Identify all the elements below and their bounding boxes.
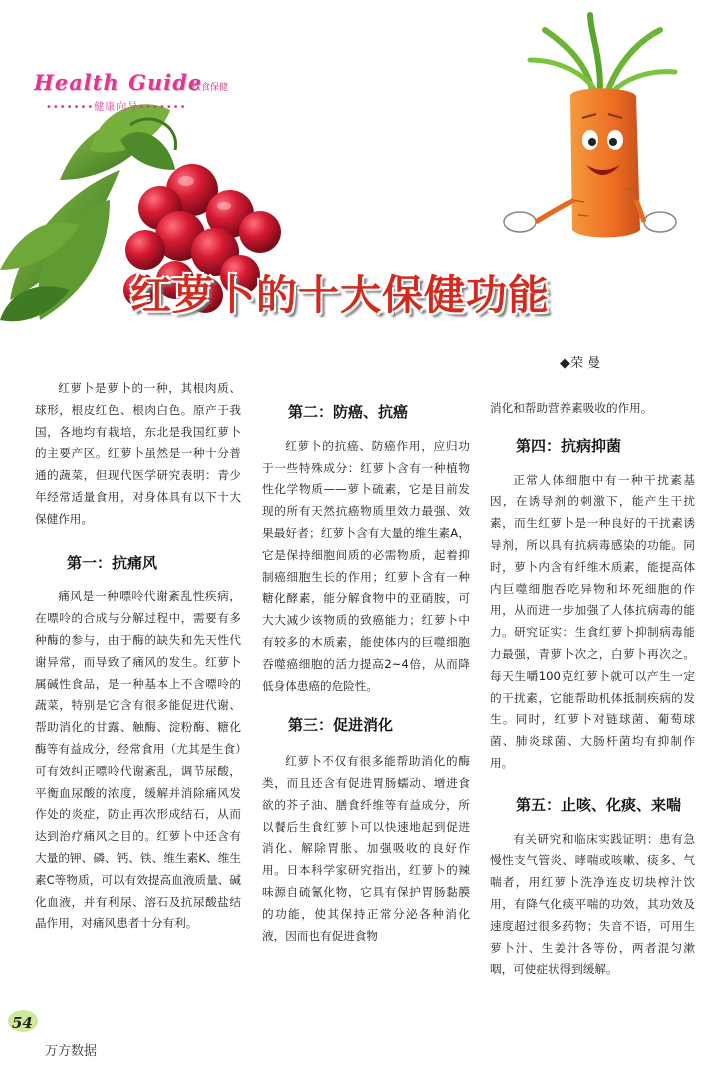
- source-watermark: 万方数据: [45, 1044, 98, 1059]
- brand-subtitle: •••••••健康向导•••••••: [46, 102, 187, 113]
- brand-name: Health Guide: [34, 70, 203, 95]
- section-heading-4: 第四：抗病抑菌: [516, 436, 622, 455]
- section-paragraph-3-continued: 消化和帮助营养素吸收的作用。: [490, 401, 653, 415]
- brand-tagline: 饮食保健: [192, 83, 229, 93]
- text-column-1: [35, 378, 241, 935]
- author-byline: ◆荣 曼: [560, 356, 601, 371]
- text-column-2: [262, 402, 470, 947]
- section-paragraph-2: 红萝卜的抗癌、防癌作用，应归功于一些特殊成分：红萝卜含有一种植物性化学物质——萝卜硫素，它是目前发现的所有天然抗癌物质里效力最强、效果最好者；红萝卜含有大量的维生素A，它是保持细胞间质的必需物质，起着抑制癌细胞生长的作用；红萝卜含有一种糖化酵素，能分解食物中的亚硝胺，可大大减少该物质的致癌能力；红萝卜中有较多的木质素，能使体内的巨噬细胞吞噬癌细胞的活力提高2~4倍，从而降低身体患癌的危险性。: [262, 438, 470, 693]
- section-heading-5: 第五：止咳、化痰、来喘: [516, 795, 682, 814]
- section-paragraph-5: 有关研究和临床实践证明：患有急慢性支气管炎、哮喘或咳嗽、痰多、气喘者，用红萝卜洗净连皮切块榨汁饮用，有降气化痰平喘的功效，其功效及速度超过很多药物；失音不语，可用生萝卜汁、生姜汁各等份，两者混匀漱咽，可使症状得到缓解。: [490, 831, 695, 977]
- brand-logo: [34, 70, 229, 113]
- section-paragraph-4: 正常人体细胞中有一种干扰素基因，在诱导剂的刺激下，能产生干扰素，而生红萝卜是一种良好的干扰素诱导剂，所以具有抗病毒感染的功能。同时，萝卜内含有纤维木质素，能提高体内巨噬细胞吞吃异物和坏死细胞的作用，从而进一步加强了人体抗病毒的能力。研究证实：生食红萝卜抑制病毒能力最强，青萝卜次之，白萝卜再次之。每天生嚼100克红萝卜就可以产生一定的干扰素，它能帮助机体抵制疾病的发生。同时，红萝卜对链球菌、葡萄球菌、肺炎球菌、大肠杆菌均有抑制作用。: [490, 472, 695, 770]
- section-paragraph-3: 红萝卜不仅有很多能帮助消化的酶类，而且还含有促进胃肠蠕动、增进食欲的芥子油、膳食纤维等有益成分，所以餐后生食红萝卜可以快速地起到促进消化、解除胃胀、加强吸收的良好作用。日本科学家研究指出，红萝卜的辣味源自硫氰化物，它具有保护胃肠黏膜的功能，使其保持正常分泌各种消化液，因而也有促进食物: [262, 754, 470, 943]
- section-heading-3: 第三：促进消化: [288, 716, 394, 735]
- text-column-3: [490, 398, 695, 981]
- section-heading-2: 第二：防癌、抗癌: [288, 403, 409, 421]
- page-number: 54: [12, 1014, 33, 1032]
- intro-paragraph: 红萝卜是萝卜的一种，其根肉质、球形，根皮红色、根肉白色。原产于我国，各地均有栽培，东北是我国红萝卜的主要产区。红萝卜虽然是一种十分普通的蔬菜，但现代医学研究表明：青少年经常适量食用，对身体具有以下十大保健作用。: [35, 381, 241, 526]
- carrot-mascot: [504, 15, 676, 238]
- section-heading-1: 第一：抗痛风: [67, 553, 158, 572]
- section-paragraph-1: 痛风是一种嘌呤代谢紊乱性疾病，在嘌呤的合成与分解过程中，需要有多种酶的参与，由于酶的缺失和先天性代谢异常，而导致了痛风的发生。红萝卜属碱性食品，是一种基本上不含嘌呤的蔬菜，特别是它含有很多能促进代谢、帮助消化的甘露、触酶、淀粉酶、糖化酶等有益成分，经常食用（尤其是生食）可有效纠正嘌呤代谢紊乱，调节尿酸，平衡血尿酸的浓度，缓解并消除痛风发作处的炎症，防止再次形成结石，从而达到治疗痛风之目的。红萝卜中还含有大量的钾、磷、钙、铁、维生素K、维生素C等物质，可以有效提高血液质量、碱化血液，并有利尿、溶石及抗尿酸盐结晶作用，对痛风患者十分有利。: [35, 589, 241, 931]
- article-title: 红萝卜的十大保健功能: [130, 271, 550, 319]
